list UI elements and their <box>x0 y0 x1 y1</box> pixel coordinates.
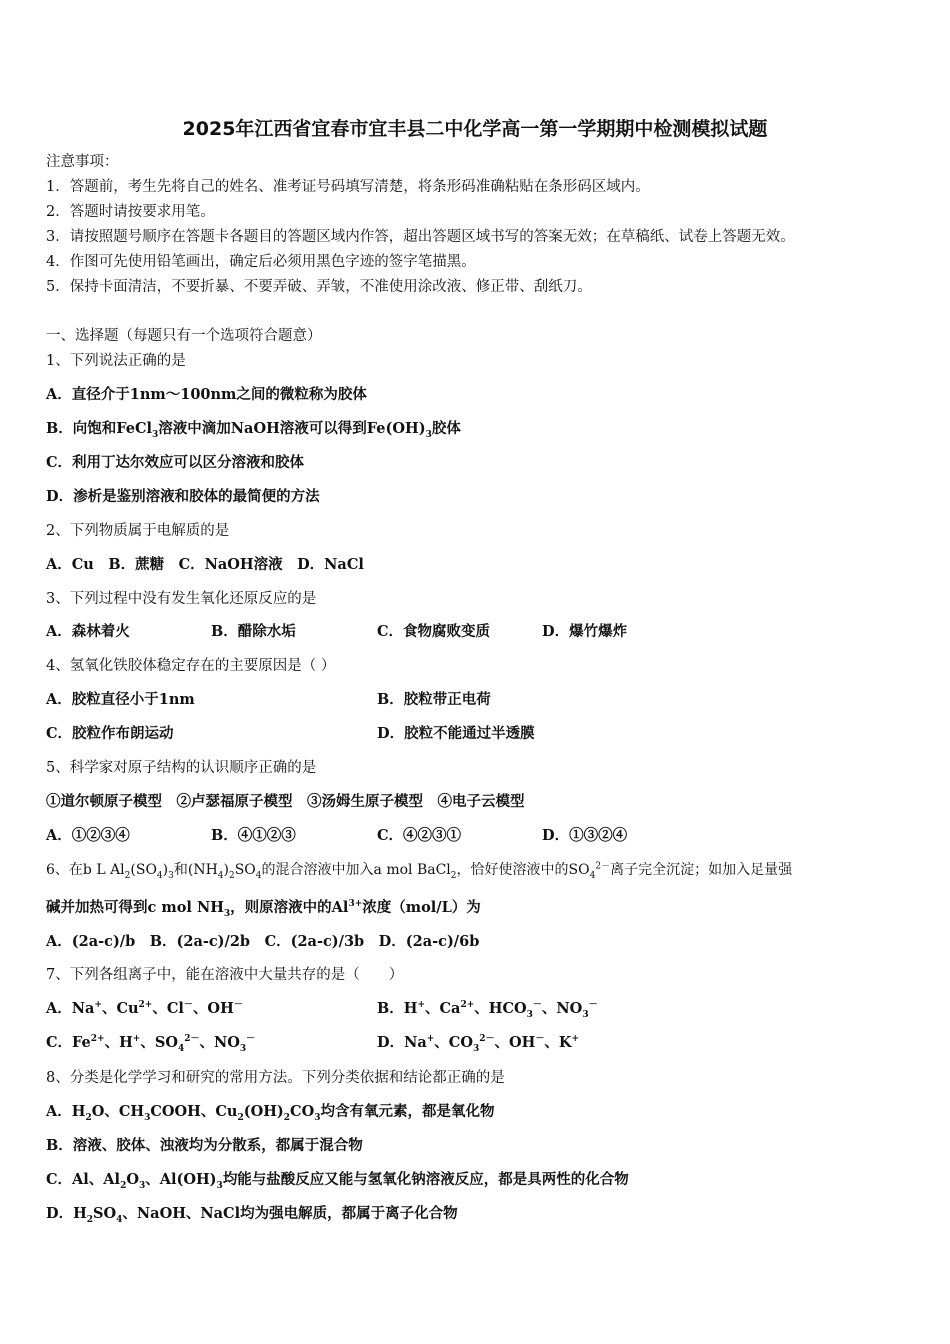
q7-option-b: B．H+、$Ca^{2+}$、$HCO_3^-$、$NO_3^-$ <box>377 1000 598 1020</box>
q3-option-d: D．爆竹爆炸 <box>542 623 628 640</box>
q4-option-b: B．胶粒带正电荷 <box>377 691 491 708</box>
notice-item-2: 2．答题时请按要求用笔。 <box>46 204 215 220</box>
page-title: 2025年江西省宜春市宜丰县二中化学高一第一学期期中检测模拟试题 <box>182 118 768 140</box>
q1-option-b: B．向饱和FeCl$_3$溶液中滴加NaOH溶液可以得到$Fe(OH)_3$胶体 <box>46 420 461 440</box>
q6-options: A．(2a-c)/b B．(2a-c)/2b C．(2a-c)/3b D．(2a-c)/6b <box>46 933 480 950</box>
q5-option-d: D．①③②④ <box>542 827 628 844</box>
q5-option-c: C．④②③① <box>377 827 462 844</box>
q2-options: A．Cu B．蔗糖 C．NaOH溶液 D．NaCl <box>46 556 364 573</box>
q8-option-b: B．溶液、胶体、浊液均为分散系，都属于混合物 <box>46 1137 363 1154</box>
q3-option-b: B．醋除水垢 <box>211 623 296 640</box>
q5-models: ①道尔顿原子模型 ②卢瑟福原子模型 ③汤姆生原子模型 ④电子云模型 <box>46 793 525 810</box>
notice-item-3: 3．请按照题号顺序在答题卡各题目的答题区域内作答，超出答题区域书写的答案无效；在草稿纸、试卷上答题无效。 <box>46 229 795 245</box>
q3-stem: 3、下列过程中没有发生氧化还原反应的是 <box>46 591 317 607</box>
q1-option-a: A．直径介于1nm～100nm之间的微粒称为胶体 <box>46 386 367 403</box>
q6-stem-line-1: 6、在b L $Al_2(SO_4)_3$和$(NH_4)_2SO_4$的混合溶液中加入a mol BaCl$_2$，恰好使溶液中的$SO_4^{2-}$离子完全沉淀；如加入足量强 <box>46 861 793 881</box>
notice-heading: 注意事项： <box>46 154 119 170</box>
q4-option-c: C．胶粒作布朗运动 <box>46 725 174 742</box>
q1-option-d: D．渗析是鉴别溶液和胶体的最简便的方法 <box>46 488 320 505</box>
q4-option-d: D．胶粒不能通过半透膜 <box>377 725 535 742</box>
q4-stem: 4、氢氧化铁胶体稳定存在的主要原因是（ ） <box>46 658 336 674</box>
q1-option-c: C．利用丁达尔效应可以区分溶液和胶体 <box>46 454 305 471</box>
q2-stem: 2、下列物质属于电解质的是 <box>46 523 230 539</box>
q8-option-d: D．$H_2SO_4$、NaOH、NaCl均为强电解质，都属于离子化合物 <box>46 1205 458 1225</box>
notice-item-4: 4．作图可先使用铅笔画出，确定后必须用黑色字迹的签字笔描黑。 <box>46 254 476 270</box>
q7-option-d: D．Na+、$CO_3^{2-}$、OH－、K+ <box>377 1034 579 1054</box>
q7-stem: 7、下列各组离子中，能在溶液中大量共存的是（ ） <box>46 967 404 983</box>
notice-item-5: 5．保持卡面清洁，不要折暴、不要弄破、弄皱，不准使用涂改液、修正带、刮纸刀。 <box>46 279 592 295</box>
q4-option-a: A．胶粒直径小于1nm <box>46 691 195 708</box>
q8-stem: 8、分类是化学学习和研究的常用方法。下列分类依据和结论都正确的是 <box>46 1070 505 1086</box>
q5-option-b: B．④①②③ <box>211 827 296 844</box>
q3-option-a: A．森林着火 <box>46 623 130 640</box>
section-heading: 一、选择题（每题只有一个选项符合题意） <box>46 328 322 344</box>
q8-option-a: A．$H_2O$、$CH_3COOH$、$Cu_2(OH)_2CO_3$均含有氧元素，都是氧化物 <box>46 1103 495 1123</box>
q8-option-c: C．Al、$Al_2O_3$、$Al(OH)_3$均能与盐酸反应又能与氢氧化钠溶液反应，都是具两性的化合物 <box>46 1171 629 1191</box>
q7-option-c: C．$Fe^{2+}$、H+、$SO_4^{2-}$、$NO_3^-$ <box>46 1034 256 1054</box>
notice-item-1: 1．答题前，考生先将自己的姓名、准考证号码填写清楚，将条形码准确粘贴在条形码区域内。 <box>46 179 650 195</box>
q1-stem: 1、下列说法正确的是 <box>46 353 186 369</box>
q3-option-c: C．食物腐败变质 <box>377 623 491 640</box>
q6-stem-line-2: 碱并加热可得到c mol $NH_3$，则原溶液中的$Al^{3+}$浓度（mol/L）为 <box>46 899 481 919</box>
q7-option-a: A．Na+、$Cu^{2+}$、Cl－、OH－ <box>46 1000 243 1017</box>
q5-stem: 5、科学家对原子结构的认识顺序正确的是 <box>46 760 317 776</box>
q5-option-a: A．①②③④ <box>46 827 130 844</box>
